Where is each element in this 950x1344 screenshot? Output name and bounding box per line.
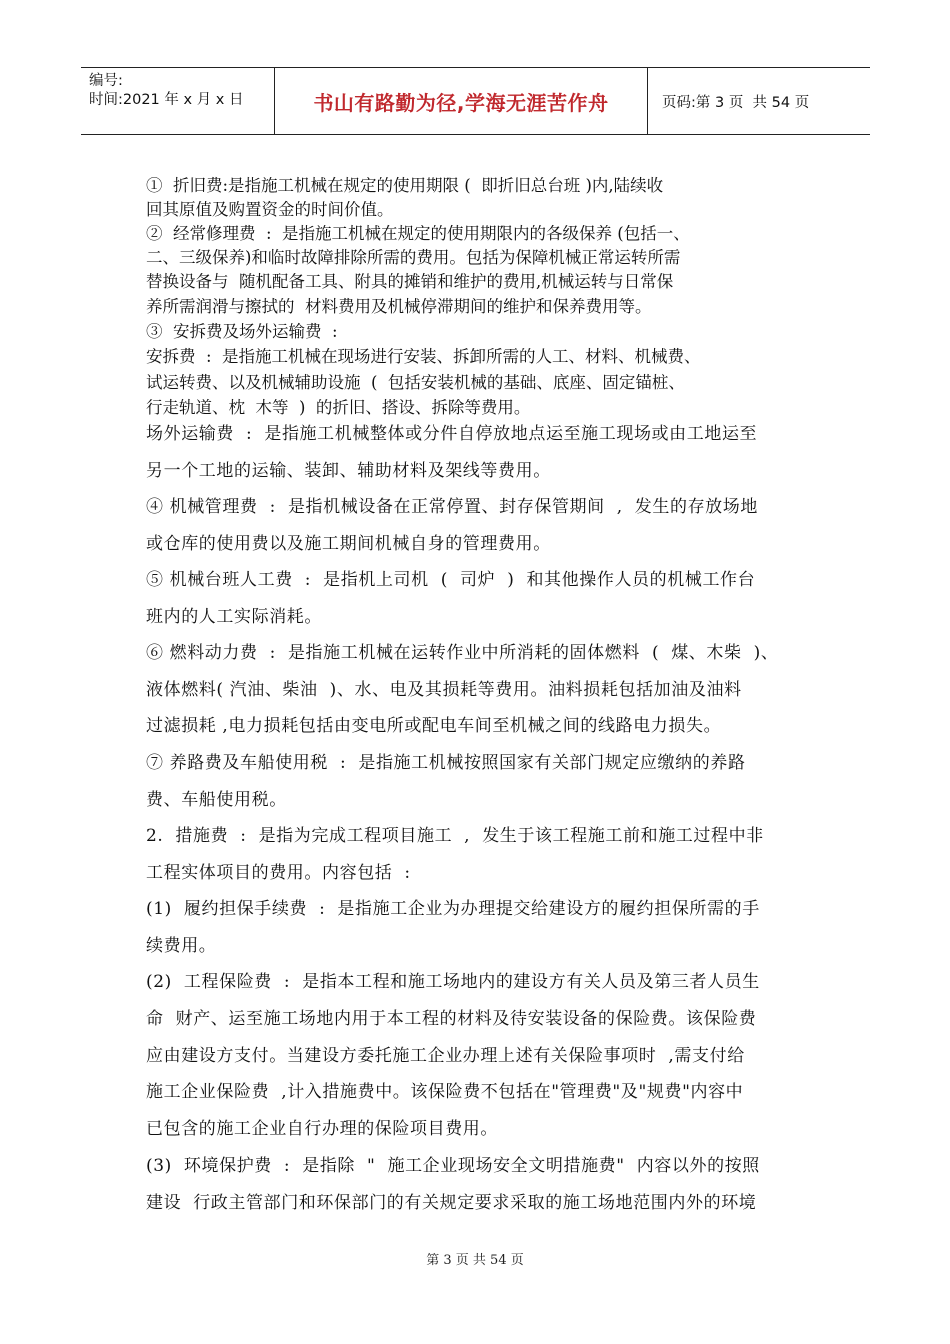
text-line: 液体燃料( 汽油、柴油 )、水、电及其损耗等费用。油料损耗包括加油及油料 xyxy=(146,680,742,700)
text-line: ⑥ 燃料动力费 : 是指施工机械在运转作业中所消耗的固体燃料 ( 煤、木柴 )、 xyxy=(146,643,779,663)
text-line: 命 财产、运至施工场地内用于本工程的材料及待安装设备的保险费。该保险费 xyxy=(146,1009,757,1029)
text-line: 回其原值及购置资金的时间价值。 xyxy=(146,200,394,219)
text-line: 二、三级保养)和临时故障排除所需的费用。包括为保障机械正常运转所需 xyxy=(146,248,681,267)
text-line: 续费用。 xyxy=(146,936,217,956)
text-line: 工程实体项目的费用。内容包括 : xyxy=(146,863,411,883)
text-line: 施工企业保险费 ,计入措施费中。该保险费不包括在"管理费"及"规费"内容中 xyxy=(146,1082,744,1102)
text-line: 场外运输费 : 是指施工机械整体或分件自停放地点运至施工现场或由工地运至 xyxy=(146,424,758,444)
header-meta-cell xyxy=(81,68,275,134)
document-number-label: 编号: xyxy=(89,73,123,89)
header-motto: 书山有路勤为径,学海无涯苦作舟 xyxy=(275,68,648,134)
text-line: 养所需润滑与擦拭的 材料费用及机械停滞期间的维护和保养费用等。 xyxy=(146,297,652,316)
text-line: ③ 安拆费及场外运输费 : xyxy=(146,322,338,341)
document-date-label: 时间:2021 年 x 月 x 日 xyxy=(89,92,244,108)
page-footer: 第 3 页 共 54 页 xyxy=(426,1253,524,1268)
text-line: 班内的人工实际消耗。 xyxy=(146,607,322,627)
header-page-info: 页码:第 3 页 共 54 页 xyxy=(662,94,810,111)
text-line: (2) 工程保险费 : 是指本工程和施工场地内的建设方有关人员及第三者人员生 xyxy=(146,972,760,992)
text-line: 另一个工地的运输、装卸、辅助材料及架线等费用。 xyxy=(146,461,551,481)
text-line: 行走轨道、枕 木等 ) 的折旧、搭设、拆除等费用。 xyxy=(146,398,531,417)
text-line: (3) 环境保护费 : 是指除 " 施工企业现场安全文明措施费" 内容以外的按照 xyxy=(146,1156,760,1176)
text-line: ⑦ 养路费及车船使用税 : 是指施工机械按照国家有关部门规定应缴纳的养路 xyxy=(146,753,746,773)
text-line: 过滤损耗 ,电力损耗包括由变电所或配电车间至机械之间的线路电力损失。 xyxy=(146,716,722,736)
page-header xyxy=(81,67,870,135)
text-line: 已包含的施工企业自行办理的保险项目费用。 xyxy=(146,1119,498,1139)
text-line: 费、车船使用税。 xyxy=(146,790,287,810)
text-line: (1) 履约担保手续费 : 是指施工企业为办理提交给建设方的履约担保所需的手 xyxy=(146,899,760,919)
text-line: 安拆费 : 是指施工机械在现场进行安装、拆卸所需的人工、材料、机械费、 xyxy=(146,347,701,366)
text-line: 或仓库的使用费以及施工期间机械自身的管理费用。 xyxy=(146,534,551,554)
text-line: 替换设备与 随机配备工具、附具的摊销和维护的费用,机械运转与日常保 xyxy=(146,272,674,291)
text-line: ① 折旧费:是指施工机械在规定的使用期限 ( 即折旧总台班 )内,陆续收 xyxy=(146,176,664,195)
text-line: 应由建设方支付。当建设方委托施工企业办理上述有关保险事项时 ,需支付给 xyxy=(146,1046,745,1066)
text-line: ④ 机械管理费 : 是指机械设备在正常停置、封存保管期间 , 发生的存放场地 xyxy=(146,497,758,517)
text-line: 2. 措施费 : 是指为完成工程项目施工 , 发生于该工程施工前和施工过程中非 xyxy=(146,826,764,846)
text-line: 建设 行政主管部门和环保部门的有关规定要求采取的施工场地范围内外的环境 xyxy=(146,1193,757,1213)
text-line: 试运转费、以及机械辅助设施 ( 包括安装机械的基础、底座、固定锚桩、 xyxy=(146,373,685,392)
text-line: ⑤ 机械台班人工费 : 是指机上司机 ( 司炉 ) 和其他操作人员的机械工作台 xyxy=(146,570,756,590)
text-line: ② 经常修理费 : 是指施工机械在规定的使用期限内的各级保养 (包括一、 xyxy=(146,224,690,243)
